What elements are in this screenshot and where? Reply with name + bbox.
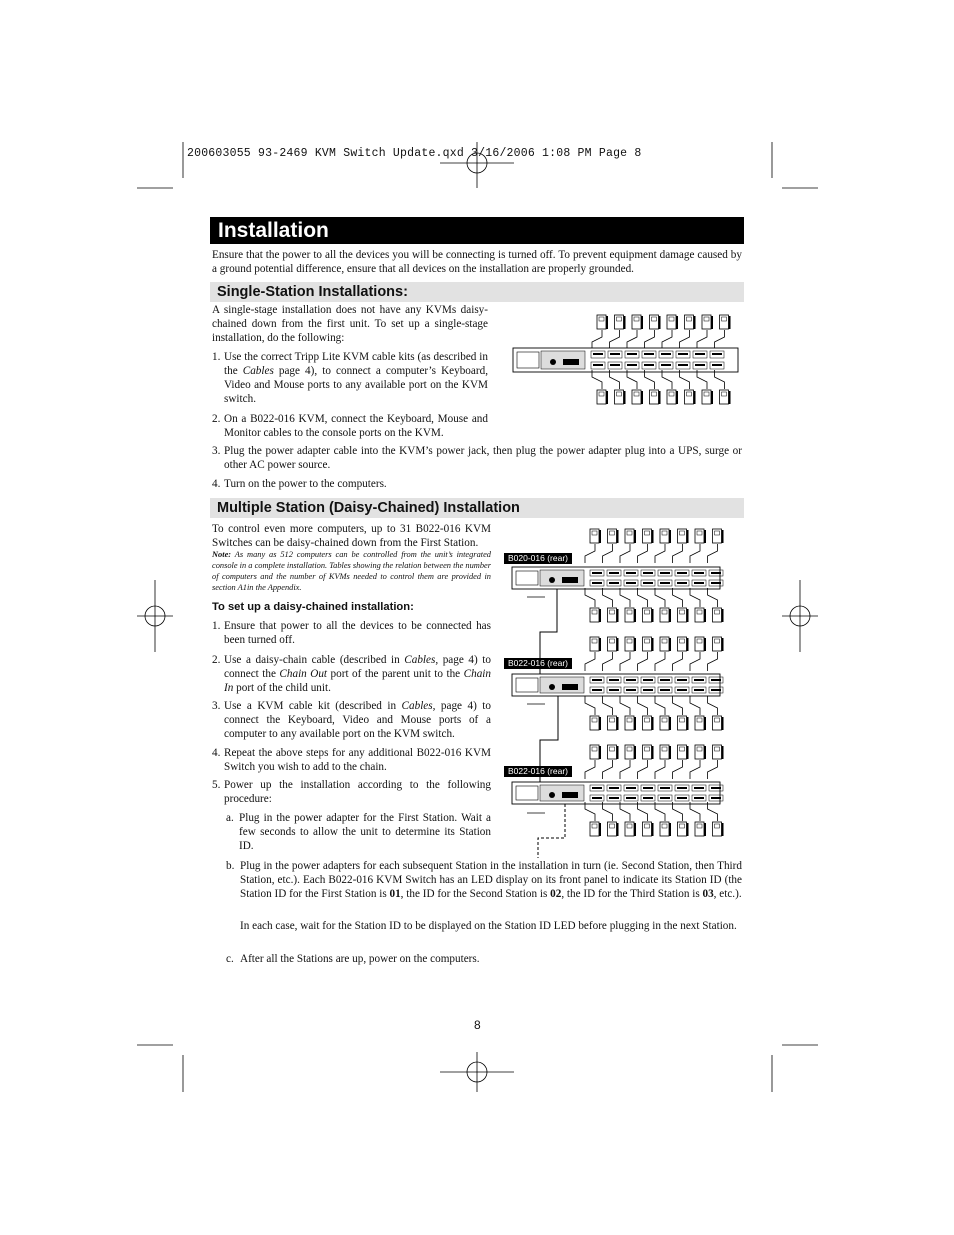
chain-cable-dashed bbox=[538, 804, 565, 858]
file-slug: 200603055 93-2469 KVM Switch Update.qxd 3/16/2006 1:08 PM Page 8 bbox=[187, 147, 642, 160]
multi-section-heading: Multiple Station (Daisy-Chained) Installation bbox=[217, 500, 520, 516]
diagram-label-b020: B020-016 (rear) bbox=[504, 553, 572, 564]
multi-note: Note: As many as 512 computers can be controlled from the unit’s integrated console in a complete installation. Tables showing the relation between the number of computers and the number of KVMs needed to control them are provided in section A1in the Appendix. bbox=[212, 550, 491, 592]
multi-substep-a: a. Plug in the power adapter for the First Station. Wait a few seconds to allow the unit to determine its Station ID. bbox=[226, 812, 491, 852]
multi-intro-text: To control even more computers, up to 31 B022-016 KVM Switches can be daisy-chained down from the First Station. bbox=[212, 523, 491, 549]
multi-substep-b-extra: In each case, wait for the Station ID to be displayed on the Station ID LED before plugging in the next Station. bbox=[240, 920, 737, 932]
single-step-3: 3. Plug the power adapter cable into the KVM’s power jack, then plug the power adapter plug into a UPS, surge or other AC power source. bbox=[212, 445, 742, 471]
page-title: Installation bbox=[218, 219, 329, 242]
single-section-heading: Single-Station Installations: bbox=[217, 284, 408, 300]
multi-subheading: To set up a daisy-chained installation: bbox=[212, 601, 414, 613]
diagram-label-b022-1: B022-016 (rear) bbox=[504, 658, 572, 669]
multi-substep-b: b. Plug in the power adapters for each subsequent Station in the installation in turn (ie. Second Station, then Third Station, etc.). Each B022-016 KVM Switch has an LED display on its front panel to indicate its Station ID (the Station ID for the First Station is 01, the ID for the Second Station is 02, the ID for the Third Station is 03, etc.). bbox=[226, 860, 742, 900]
multi-step-4: 4. Repeat the above steps for any additional B022-016 KVM Switch you wish to add to the chain. bbox=[212, 747, 491, 773]
page-number: 8 bbox=[474, 1018, 481, 1032]
multi-substep-c: c. After all the Stations are up, power on the computers. bbox=[226, 953, 480, 965]
multi-step-5: 5. Power up the installation according to the following procedure: bbox=[212, 779, 491, 805]
single-step-2: 2. On a B022-016 KVM, connect the Keyboard, Mouse and Monitor cables to the console ports on the KVM. bbox=[212, 413, 488, 439]
diagram-label-b022-2: B022-016 (rear) bbox=[504, 766, 572, 777]
single-step-4: 4. Turn on the power to the computers. bbox=[212, 478, 387, 490]
intro-text: Ensure that the power to all the devices you will be connecting is turned off. To prevent equipment damage caused by a ground potential difference, ensure that all devices on the installation are properly grounded. bbox=[212, 249, 742, 275]
multi-step-3: 3. Use a KVM cable kit (described in Cables, page 4) to connect the Keyboard, Video and Mouse ports of a computer to any available port on the KVM switch. bbox=[212, 700, 492, 740]
single-intro-text: A single-stage installation does not have any KVMs daisy-chained down from the first unit. To set up a single-stage installation, do the following: bbox=[212, 304, 488, 344]
multi-step-1: 1. Ensure that power to all the devices to be connected has been turned off. bbox=[212, 620, 491, 646]
multi-step-2: 2. Use a daisy-chain cable (described in Cables, page 4) to connect the Chain Out port of the parent unit to the Chain In port of the child unit. bbox=[212, 654, 491, 694]
single-step-1: 1. Use the correct Tripp Lite KVM cable kits (as described in the Cables page 4), to connect a computer’s Keyboard, Video and Mouse ports to any available port on the KVM switch. bbox=[212, 351, 488, 405]
